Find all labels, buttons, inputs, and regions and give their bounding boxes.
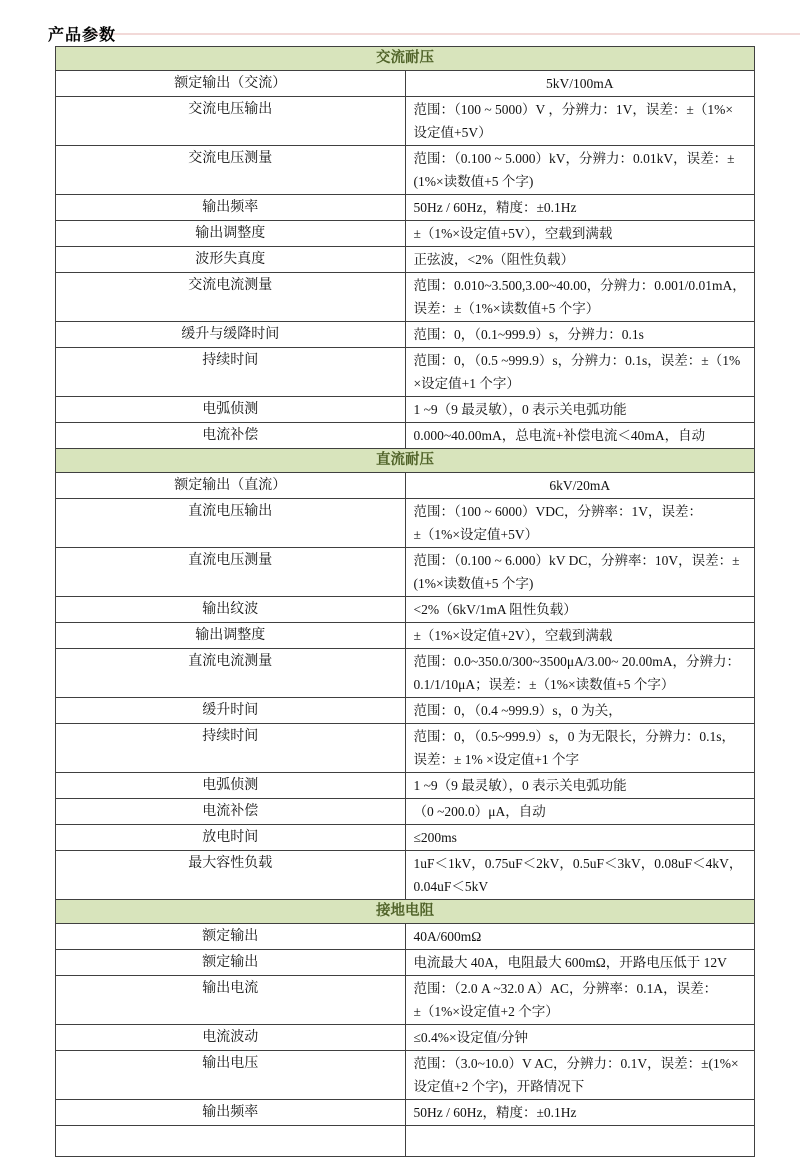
spec-label: 电流波动 xyxy=(56,1025,406,1051)
spec-value: 范围：0，（0.4 ~999.9）s，0 为关， xyxy=(405,698,755,724)
spec-label: 直流电压测量 xyxy=(56,548,406,597)
spec-value: 范围：0，（0.1~999.9）s，分辨力：0.1s xyxy=(405,322,755,348)
spec-value: 1uF＜1kV，0.75uF＜2kV，0.5uF＜3kV，0.08uF＜4kV，0.04uF＜5kV xyxy=(405,851,755,900)
spec-row xyxy=(56,97,755,146)
spec-label: 输出频率 xyxy=(56,1100,406,1126)
spec-row xyxy=(56,1051,755,1100)
spec-value: 0.000~40.00mA，总电流+补偿电流＜40mA，自动 xyxy=(405,423,755,449)
spec-label: 输出电流 xyxy=(56,976,406,1025)
spec-value: 50Hz / 60Hz，精度：±0.1Hz xyxy=(405,1100,755,1126)
spec-label: 波形失真度 xyxy=(56,247,406,273)
section-header: 交流耐压 xyxy=(56,47,755,71)
spec-row xyxy=(56,473,755,499)
spec-label: 放电时间 xyxy=(56,825,406,851)
spec-label xyxy=(56,1126,406,1157)
spec-label: 持续时间 xyxy=(56,348,406,397)
spec-row xyxy=(56,1025,755,1051)
spec-value: （0 ~200.0）μA，自动 xyxy=(405,799,755,825)
spec-value: 范围：0.010~3.500,3.00~40.00，分辨力：0.001/0.01mA，误差：±（1%×读数值+5 个字） xyxy=(405,273,755,322)
spec-value: 范围：0，（0.5~999.9）s，0 为无限长，分辨力：0.1s，误差：± 1% ×设定值+1 个字 xyxy=(405,724,755,773)
spec-label: 输出电压 xyxy=(56,1051,406,1100)
spec-row xyxy=(56,195,755,221)
spec-row xyxy=(56,1126,755,1157)
spec-value: ≤0.4%×设定值/分钟 xyxy=(405,1025,755,1051)
spec-value: 1 ~9（9 最灵敏），0 表示关电弧功能 xyxy=(405,397,755,423)
spec-label: 额定输出 xyxy=(56,950,406,976)
spec-row xyxy=(56,71,755,97)
spec-row xyxy=(56,221,755,247)
spec-row xyxy=(56,423,755,449)
spec-value: <2%（6kV/1mA 阻性负载） xyxy=(405,597,755,623)
spec-label: 交流电压输出 xyxy=(56,97,406,146)
spec-label: 缓升时间 xyxy=(56,698,406,724)
spec-row xyxy=(56,499,755,548)
spec-label: 电流补偿 xyxy=(56,423,406,449)
spec-label: 交流电压测量 xyxy=(56,146,406,195)
spec-row xyxy=(56,597,755,623)
spec-row xyxy=(56,976,755,1025)
spec-value: 范围：（100 ~ 6000）VDC，分辨率：1V，误差：±（1%×设定值+5V） xyxy=(405,499,755,548)
spec-row xyxy=(56,698,755,724)
spec-row xyxy=(56,924,755,950)
spec-label: 持续时间 xyxy=(56,724,406,773)
section-header-row xyxy=(56,449,755,473)
spec-label: 缓升与缓降时间 xyxy=(56,322,406,348)
spec-value: ±（1%×设定值+2V），空载到满载 xyxy=(405,623,755,649)
spec-label: 输出调整度 xyxy=(56,623,406,649)
page-title: 产品参数 xyxy=(48,27,117,44)
spec-row xyxy=(56,548,755,597)
spec-row xyxy=(56,348,755,397)
spec-row xyxy=(56,322,755,348)
spec-row xyxy=(56,146,755,195)
spec-value: 40A/600mΩ xyxy=(405,924,755,950)
spec-value xyxy=(405,1126,755,1157)
spec-value: 1 ~9（9 最灵敏），0 表示关电弧功能 xyxy=(405,773,755,799)
spec-row xyxy=(56,649,755,698)
spec-value: 范围：（2.0 A ~32.0 A）AC，分辨率：0.1A，误差：±（1%×设定值+2 个字） xyxy=(405,976,755,1025)
spec-value: 范围：（3.0~10.0）V AC，分辨力：0.1V，误差：±(1%×设定值+2 个字)，开路情况下 xyxy=(405,1051,755,1100)
spec-value: ±（1%×设定值+5V），空载到满载 xyxy=(405,221,755,247)
spec-row xyxy=(56,273,755,322)
spec-label: 额定输出（直流） xyxy=(56,473,406,499)
spec-value: 范围：（100 ~ 5000）V ，分辨力：1V，误差：±（1%×设定值+5V） xyxy=(405,97,755,146)
spec-row xyxy=(56,773,755,799)
spec-value: 范围：0，（0.5 ~999.9）s，分辨力：0.1s，误差：±（1% ×设定值+1 个字） xyxy=(405,348,755,397)
spec-label: 输出调整度 xyxy=(56,221,406,247)
spec-row xyxy=(56,851,755,900)
spec-value: 范围：0.0~350.0/300~3500μA/3.00~ 20.00mA，分辨力：0.1/1/10μA；误差：±（1%×读数值+5 个字） xyxy=(405,649,755,698)
spec-table-body xyxy=(56,47,755,1157)
spec-label: 最大容性负载 xyxy=(56,851,406,900)
spec-row xyxy=(56,950,755,976)
spec-row xyxy=(56,247,755,273)
spec-label: 交流电流测量 xyxy=(56,273,406,322)
spec-label: 电流补偿 xyxy=(56,799,406,825)
spec-label: 额定输出（交流） xyxy=(56,71,406,97)
spec-label: 电弧侦测 xyxy=(56,397,406,423)
spec-row xyxy=(56,825,755,851)
spec-table xyxy=(55,46,755,1157)
spec-label: 输出纹波 xyxy=(56,597,406,623)
title-underline xyxy=(88,33,800,35)
spec-value: 范围：（0.100 ~ 5.000）kV，分辨力：0.01kV，误差：±(1%×读数值+5 个字) xyxy=(405,146,755,195)
spec-label: 电弧侦测 xyxy=(56,773,406,799)
spec-row xyxy=(56,799,755,825)
section-header: 接地电阻 xyxy=(56,900,755,924)
spec-value: 正弦波，<2%（阻性负载） xyxy=(405,247,755,273)
spec-label: 直流电压输出 xyxy=(56,499,406,548)
spec-value: 50Hz / 60Hz，精度：±0.1Hz xyxy=(405,195,755,221)
spec-label: 额定输出 xyxy=(56,924,406,950)
spec-value: 范围：（0.100 ~ 6.000）kV DC，分辨率：10V，误差：±(1%×读数值+5 个字) xyxy=(405,548,755,597)
spec-row xyxy=(56,724,755,773)
section-header: 直流耐压 xyxy=(56,449,755,473)
section-header-row xyxy=(56,900,755,924)
spec-row xyxy=(56,397,755,423)
spec-value: 6kV/20mA xyxy=(405,473,755,499)
spec-value: ≤200ms xyxy=(405,825,755,851)
spec-value: 5kV/100mA xyxy=(405,71,755,97)
spec-row xyxy=(56,623,755,649)
spec-label: 直流电流测量 xyxy=(56,649,406,698)
spec-value: 电流最大 40A，电阻最大 600mΩ，开路电压低于 12V xyxy=(405,950,755,976)
section-header-row xyxy=(56,47,755,71)
spec-label: 输出频率 xyxy=(56,195,406,221)
spec-row xyxy=(56,1100,755,1126)
